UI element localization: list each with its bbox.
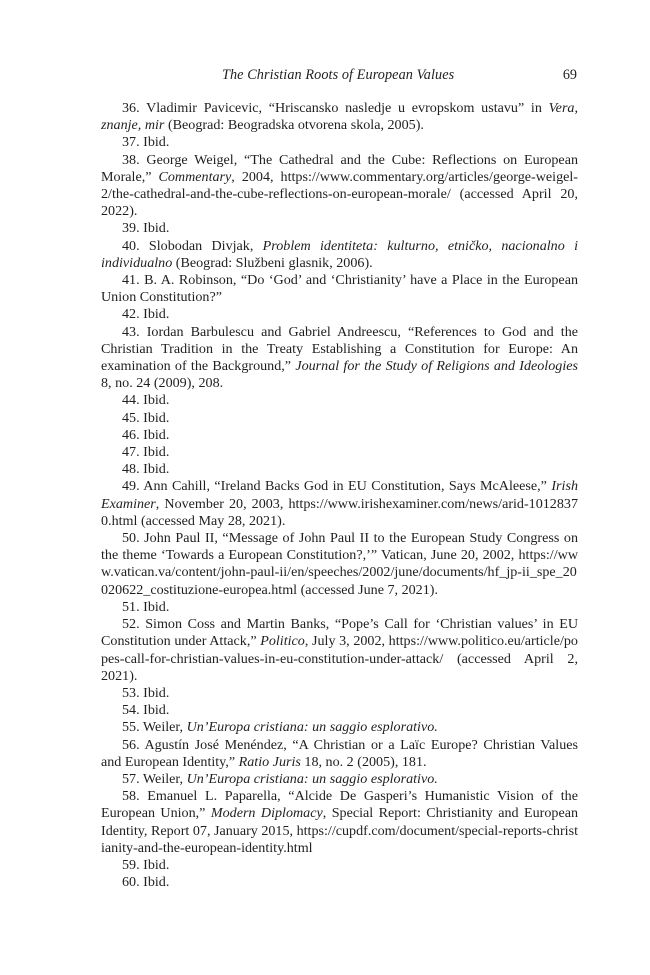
endnote-text: (accessed April 2, 2021).	[101, 650, 578, 684]
endnote-text: , 2004,	[231, 168, 281, 185]
endnote-text: 53. Ibid.	[122, 684, 170, 701]
endnote-italic-text: Problem identiteta: kulturno, etničko, nacionalno i individualno	[101, 237, 578, 271]
endnote	[101, 771, 578, 788]
endnote	[101, 685, 578, 702]
endnote	[101, 530, 578, 599]
endnote-text: 37. Ibid.	[122, 134, 170, 151]
endnote	[101, 410, 578, 427]
endnote	[101, 461, 578, 478]
endnote-text: (Beograd: Službeni glasnik, 2006).	[172, 254, 373, 271]
endnote	[101, 737, 578, 771]
endnote-italic-text: Irish Examiner	[101, 478, 578, 512]
endnote-text: 40. Slobodan Divjak,	[122, 237, 263, 254]
endnote-italic-text: Un’Europa cristiana: un saggio esplorativo.	[186, 719, 438, 736]
endnote-text: 43. Iordan Barbulescu and Gabriel Andreescu, “References to God and the Christian Tradition in the Treaty Establishing a Constitution for Europe: An examination of the Background,”	[101, 323, 578, 375]
endnote	[101, 874, 578, 891]
running-head-title: The Christian Roots of European Values	[222, 67, 455, 83]
endnote	[101, 392, 578, 409]
endnote-text: 47. Ibid.	[122, 444, 170, 461]
endnote	[101, 719, 578, 736]
endnote-text: 46. Ibid.	[122, 426, 170, 443]
endnote-italic-text: Ratio Juris	[238, 753, 301, 770]
endnote-url: https://www.politico.eu/article/popes-call-for-christian-values-in-eu-constitution-under-attack/	[101, 633, 578, 667]
endnote	[101, 857, 578, 874]
endnote-text: , July 3, 2002,	[304, 633, 389, 650]
endnote-text: 41. B. A. Robinson, “Do ‘God’ and ‘Christianity’ have a Place in the European Union Constitution?”	[101, 272, 578, 306]
endnote-text: , November 20, 2003,	[155, 495, 289, 512]
endnote-text: (Beograd: Beogradska otvorena skola, 2005).	[164, 117, 424, 134]
endnote-text: 42. Ibid.	[122, 306, 170, 323]
endnote-text: 55. Weiler,	[122, 719, 187, 736]
endnote	[101, 100, 578, 134]
endnote-text: 50. John Paul II, “Message of John Paul II to the European Study Congress on the theme ‘Towards a European Constitution?,’” Vatican, June 20, 2002,	[101, 530, 578, 564]
endnote-text: 57. Weiler,	[122, 770, 187, 787]
endnote-text: 60. Ibid.	[122, 874, 170, 891]
endnote	[101, 152, 578, 221]
endnote-text: 51. Ibid.	[122, 598, 170, 615]
endnote-text: (accessed May 28, 2021).	[137, 512, 286, 529]
endnote-text: 52. Simon Coss and Martin Banks, “Pope’s Call for ‘Christian values’ in EU Constitution under Attack,”	[101, 616, 578, 650]
endnote	[101, 616, 578, 685]
endnote-text: 48. Ibid.	[122, 461, 170, 478]
endnote-text: 59. Ibid.	[122, 856, 170, 873]
endnote-url: https://www.vatican.va/content/john-paul-ii/en/speeches/2002/june/documents/hf_jp-ii_spe_20020622_costituzione-europea.html	[101, 547, 578, 598]
endnote	[101, 272, 578, 306]
endnote	[101, 306, 578, 323]
endnote	[101, 444, 578, 461]
endnote-italic-text: Un’Europa cristiana: un saggio esplorativo.	[186, 770, 438, 787]
page-number: 69	[562, 67, 577, 83]
endnote-italic-text: Vera, znanje, mir	[101, 100, 578, 134]
endnotes-list	[101, 100, 578, 891]
endnote-text: 56. Agustín José Menéndez, “A Christian or a Laïc Europe? Christian Values and European Identity,”	[101, 736, 578, 770]
endnote-text: 36. Vladimir Pavicevic, “Hriscansko nasledje u evropskom ustavu” in	[122, 100, 549, 116]
endnote	[101, 788, 578, 857]
endnote-text: 18, no. 2 (2005), 181.	[300, 753, 427, 770]
endnote-text: 45. Ibid.	[122, 409, 170, 426]
endnote-url: https://www.commentary.org/articles/george-weigel-2/the-cathedral-and-the-cube-reflections-on-european-morale/	[101, 168, 578, 203]
endnote-text: 58. Emanuel L. Paparella, “Alcide De Gasperi’s Humanistic Vision of the European Union,”	[101, 788, 578, 822]
endnote-italic-text: Modern Diplomacy	[210, 805, 323, 822]
endnote	[101, 134, 578, 151]
endnote-italic-text: Politico	[260, 633, 305, 650]
endnote-text: 38. George Weigel, “The Cathedral and the Cube: Reflections on European Morale,”	[101, 151, 578, 185]
endnote-url: https://cupdf.com/document/special-reports-christianity-and-the-european-identity.html	[101, 822, 578, 856]
endnote-text: 8, no. 24 (2009), 208.	[101, 375, 224, 392]
endnote	[101, 478, 578, 530]
endnote	[101, 220, 578, 237]
endnote-text: 54. Ibid.	[122, 702, 170, 719]
endnote	[101, 427, 578, 444]
endnote-italic-text: Journal for the Study of Religions and Ideologies	[295, 358, 578, 375]
endnote	[101, 702, 578, 719]
endnote-text: 49. Ann Cahill, “Ireland Backs God in EU Constitution, Says McAleese,”	[122, 478, 552, 495]
endnote	[101, 599, 578, 616]
endnote-url: https://www.irishexaminer.com/news/arid-10128370.html	[101, 495, 578, 529]
endnote-text: (accessed April 20, 2022).	[101, 186, 578, 220]
endnote-text: , Special Report: Christianity and European Identity, Report 07, January 2015,	[101, 805, 579, 839]
endnote-text: (accessed June 7, 2021).	[297, 581, 438, 598]
endnote	[101, 324, 578, 393]
endnote-italic-text: Commentary	[158, 168, 232, 185]
endnote-text: 39. Ibid.	[122, 220, 170, 237]
endnote-text: 44. Ibid.	[122, 392, 170, 409]
endnote	[101, 238, 578, 272]
